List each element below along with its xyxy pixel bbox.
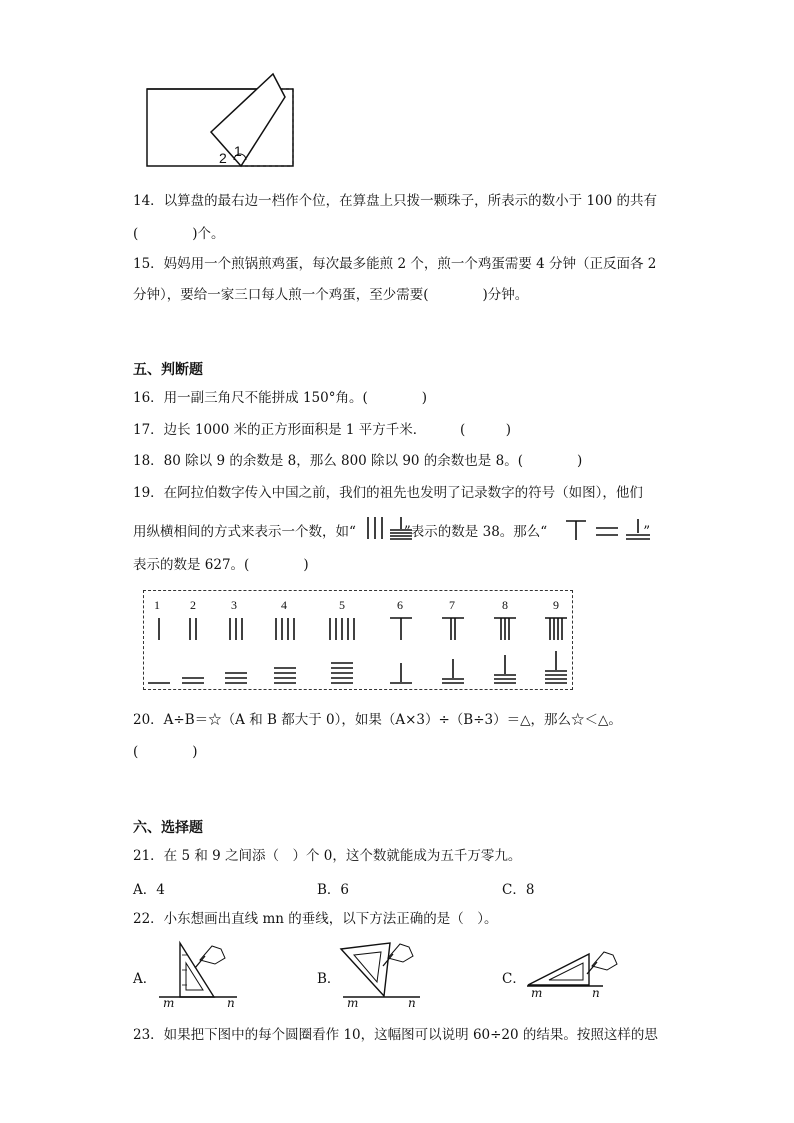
q23-text: 23．如果把下图中的每个圆圈看作 10，这幅图可以说明 60÷20 的结果。按照这样的思 [133,1027,658,1043]
rod-number-1: 1 [154,598,160,612]
rod-number-2: 2 [190,598,196,612]
rod-number-7: 7 [449,598,455,612]
q21-option-a[interactable]: A．4 [133,882,165,898]
q16: 16．用一副三角尺不能拼成 150°角。( ) [133,390,428,406]
rod-number-6: 6 [397,598,403,612]
q19-line2-part-c: ” [643,524,651,540]
q19-line2-part-a: 用纵横相间的方式来表示一个数，如“ [133,524,356,540]
q19-line2-part-b: ”表示的数是 38。那么“ [403,524,548,540]
rod-number-4: 4 [281,598,287,612]
q19-line1: 19．在阿拉伯数字传入中国之前，我们的祖先也发明了记录数字的符号（如图），他们 [133,485,643,501]
q21-option-b[interactable]: B．6 [317,882,350,898]
q18: 18．80 除以 9 的余数是 8，那么 800 除以 90 的余数也是 8。( ) [133,453,583,469]
rod-number-9: 9 [553,598,559,612]
rod-number-3: 3 [231,598,237,612]
q14-line1: 14．以算盘的最右边一档作个位，在算盘上只拨一颗珠子，所表示的数小于 100 的共有 [133,193,658,209]
rod-number-5: 5 [339,598,345,612]
q15-line2: 分钟），要给一家三口每人煎一个鸡蛋，至少需要( )分钟。 [133,287,529,303]
section6-title: 六、选择题 [133,820,203,836]
q22-b-n-label: n [408,996,416,1010]
q21-text: 21．在 5 和 9 之间添（ ）个 0，这个数就能成为五千万零九。 [133,848,522,864]
rod-number-8: 8 [502,598,508,612]
fold-angle-label-2: 2 [219,150,227,166]
q15-line1: 15．妈妈用一个煎锅煎鸡蛋，每次最多能煎 2 个，煎一个鸡蛋需要 4 分钟（正反面各 2 [133,256,657,272]
q17: 17．边长 1000 米的正方形面积是 1 平方千米． ( ) [133,422,512,438]
q14-line2: ( )个。 [133,226,225,242]
q22-option-c[interactable]: C． [502,971,526,987]
fold-angle-label-1: 1 [234,143,242,159]
q20-line2: ( ) [133,744,198,760]
section5-title: 五、判断题 [133,362,203,378]
q20-line1: 20．A÷B＝☆（A 和 B 都大于 0），如果（A×3）÷（B÷3）＝△，那么☆＜△。 [133,712,622,728]
q22-text: 22．小东想画出直线 mn 的垂线，以下方法正确的是（ ）。 [133,911,498,927]
q21-option-c[interactable]: C．8 [502,882,535,898]
q22-c-n-label: n [592,986,600,1000]
q22-option-a[interactable]: A． [133,971,157,987]
q22-a-n-label: n [227,996,235,1010]
q22-b-m-label: m [347,996,359,1010]
q22-option-b[interactable]: B． [317,971,341,987]
q19-line3: 表示的数是 627。( ) [133,557,309,573]
q22-c-m-label: m [531,986,543,1000]
q22-a-m-label: m [163,996,175,1010]
